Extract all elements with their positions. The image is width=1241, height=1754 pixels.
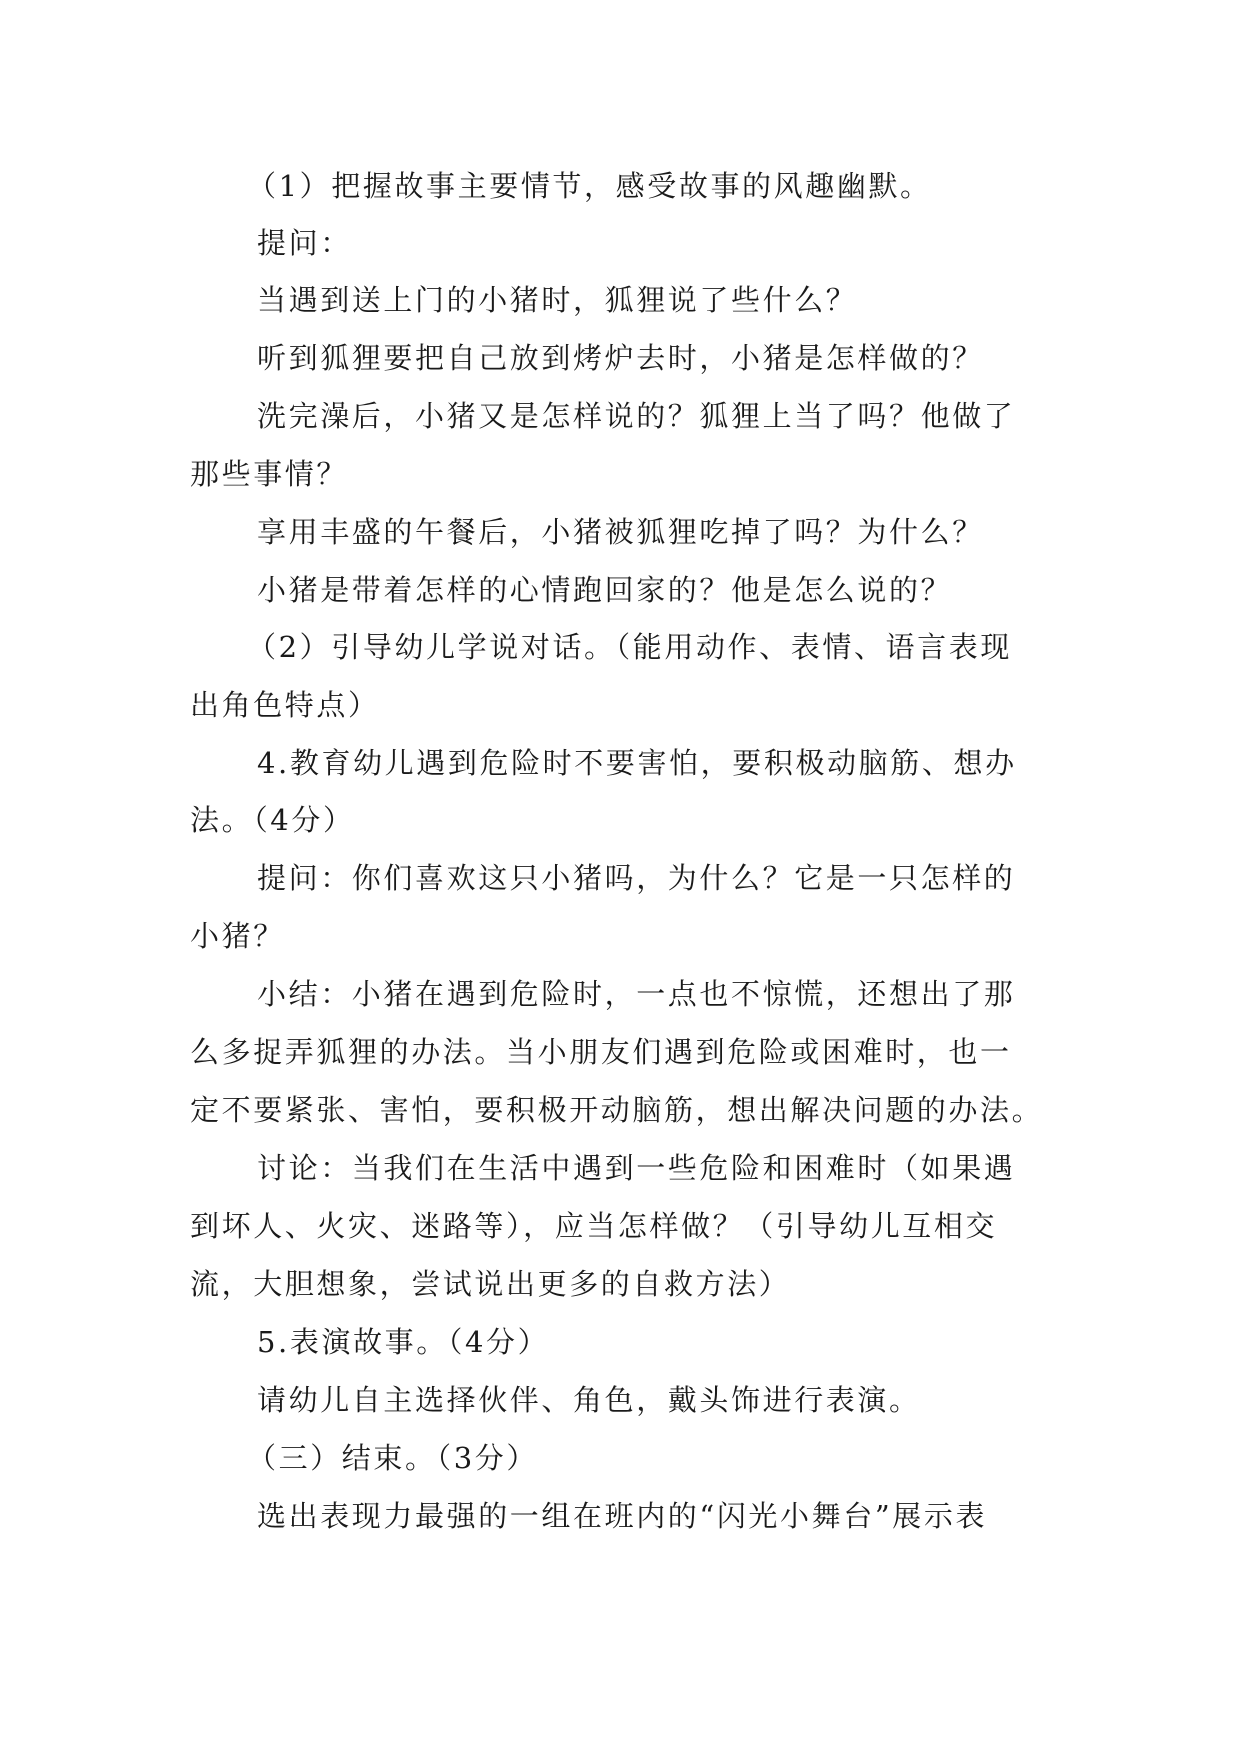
text-line: 讨论：当我们在生活中遇到一些危险和困难时（如果遇 [257, 1151, 1016, 1185]
text-line: 5.表演故事。（4分） [257, 1325, 550, 1359]
text-line: （2）引导幼儿学说对话。（能用动作、表情、语言表现 [247, 630, 1012, 664]
text-line: 请幼儿自主选择伙伴、角色，戴头饰进行表演。 [257, 1383, 921, 1417]
text-line: 么多捉弄狐狸的办法。当小朋友们遇到危险或困难时，也一 [190, 1035, 1012, 1069]
text-line: 当遇到送上门的小猪时，狐狸说了些什么？ [257, 283, 858, 317]
text-line: （1）把握故事主要情节，感受故事的风趣幽默。 [247, 169, 932, 203]
text-line: 小猪是带着怎样的心情跑回家的？他是怎么说的？ [257, 573, 953, 607]
text-line: 听到狐狸要把自己放到烤炉去时，小猪是怎样做的？ [257, 341, 984, 375]
text-line: 选出表现力最强的一组在班内的“闪光小舞台”展示表 [257, 1499, 988, 1533]
text-line: 流，大胆想象，尝试说出更多的自救方法） [190, 1267, 791, 1301]
text-line: 定不要紧张、害怕，要积极开动脑筋，想出解决问题的办法。 [190, 1093, 1044, 1127]
text-line: 提问： [257, 226, 352, 260]
text-line: 洗完澡后，小猪又是怎样说的？狐狸上当了吗？他做了 [257, 399, 1016, 433]
text-line: 到坏人、火灾、迷路等），应当怎样做？（引导幼儿互相交 [190, 1209, 998, 1243]
text-line: 提问：你们喜欢这只小猪吗，为什么？它是一只怎样的 [257, 861, 1016, 895]
text-line: 出角色特点） [190, 688, 380, 722]
text-line: 那些事情？ [190, 457, 349, 491]
text-line: （三）结束。（3分） [247, 1441, 538, 1475]
text-line: 法。（4分） [190, 803, 355, 837]
text-line: 4.教育幼儿遇到危险时不要害怕，要积极动脑筋、想办 [257, 746, 1017, 780]
text-line: 享用丰盛的午餐后，小猪被狐狸吃掉了吗？为什么？ [257, 515, 984, 549]
text-line: 小猪？ [190, 919, 285, 953]
text-line: 小结：小猪在遇到危险时，一点也不惊慌，还想出了那 [257, 977, 1016, 1011]
